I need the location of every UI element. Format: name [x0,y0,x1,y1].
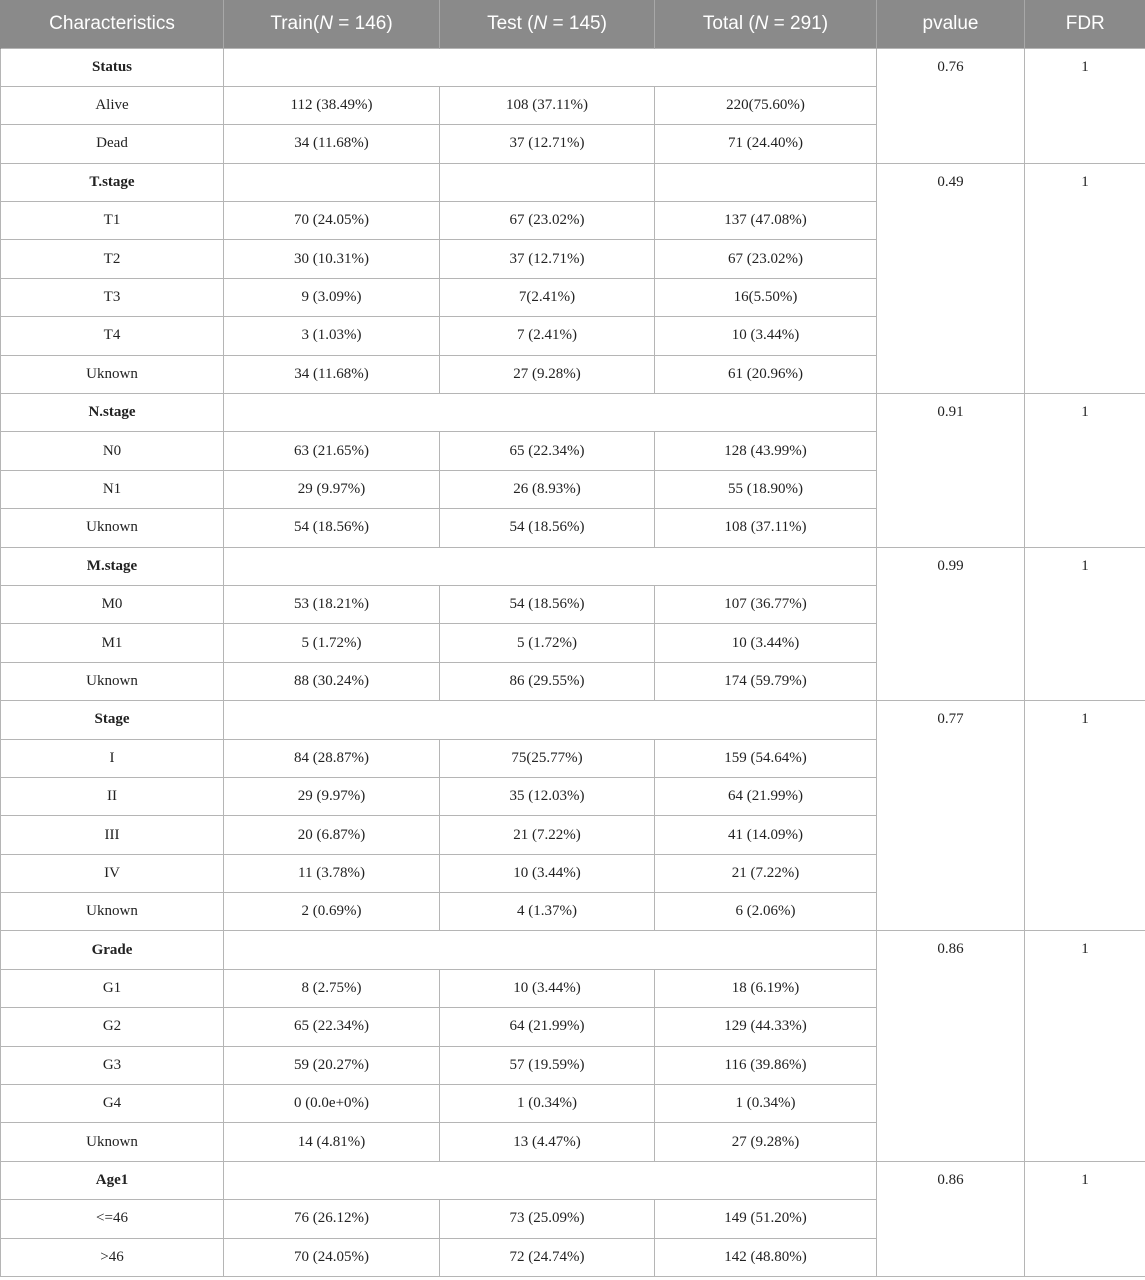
row-label: I [1,739,224,777]
test-cell: 73 (25.09%) [440,1200,655,1238]
train-cell: 54 (18.56%) [224,509,440,547]
train-cell: 53 (18.21%) [224,585,440,623]
test-cell: 54 (18.56%) [440,585,655,623]
pvalue-cell: 0.49 [877,163,1025,393]
row-label: Uknown [1,893,224,931]
train-cell: 70 (24.05%) [224,202,440,240]
group-row [1,163,1145,201]
test-cell: 75(25.77%) [440,739,655,777]
header-test: Test (N = 145) [440,0,655,48]
row-label: M0 [1,585,224,623]
train-cell: 2 (0.69%) [224,893,440,931]
train-cell: 84 (28.87%) [224,739,440,777]
pvalue-cell: 0.99 [877,547,1025,701]
test-cell: 65 (22.34%) [440,432,655,470]
test-cell: 5 (1.72%) [440,624,655,662]
header-fdr: FDR [1025,0,1145,48]
total-cell: 6 (2.06%) [655,893,877,931]
train-cell: 0 (0.0e+0%) [224,1085,440,1123]
test-cell: 21 (7.22%) [440,816,655,854]
total-cell: 21 (7.22%) [655,854,877,892]
row-label: M1 [1,624,224,662]
total-cell: 149 (51.20%) [655,1200,877,1238]
test-cell: 57 (19.59%) [440,1046,655,1084]
test-cell: 86 (29.55%) [440,662,655,700]
header-characteristics: Characteristics [1,0,224,48]
total-cell: 64 (21.99%) [655,777,877,815]
total-cell: 220(75.60%) [655,86,877,124]
train-cell: 59 (20.27%) [224,1046,440,1084]
group-empty-cell [224,547,877,585]
test-cell: 13 (4.47%) [440,1123,655,1161]
total-cell: 67 (23.02%) [655,240,877,278]
row-label: G1 [1,969,224,1007]
header-train: Train(N = 146) [224,0,440,48]
group-row [1,701,1145,739]
row-label: >46 [1,1238,224,1276]
total-cell: 27 (9.28%) [655,1123,877,1161]
fdr-cell: 1 [1025,931,1145,1161]
pvalue-cell: 0.91 [877,394,1025,548]
group-row [1,1161,1145,1199]
fdr-cell: 1 [1025,701,1145,931]
group-name: T.stage [1,163,224,201]
fdr-cell: 1 [1025,1161,1145,1276]
group-name: Age1 [1,1161,224,1199]
row-label: G3 [1,1046,224,1084]
table-body [1,48,1145,1277]
group-name: N.stage [1,394,224,432]
fdr-cell: 1 [1025,163,1145,393]
test-cell: 7 (2.41%) [440,317,655,355]
train-cell: 20 (6.87%) [224,816,440,854]
row-label: T4 [1,317,224,355]
row-label: T1 [1,202,224,240]
test-cell: 54 (18.56%) [440,509,655,547]
row-label: II [1,777,224,815]
train-cell: 65 (22.34%) [224,1008,440,1046]
group-name: Status [1,48,224,86]
train-cell: 76 (26.12%) [224,1200,440,1238]
header-total: Total (N = 291) [655,0,877,48]
test-cell: 26 (8.93%) [440,470,655,508]
pvalue-cell: 0.76 [877,48,1025,163]
group-empty-cell [224,48,877,86]
fdr-cell: 1 [1025,547,1145,701]
group-empty-cell [224,1161,877,1199]
group-name: M.stage [1,547,224,585]
train-cell: 34 (11.68%) [224,355,440,393]
group-empty-cell [224,931,877,969]
group-empty-cell [224,701,877,739]
row-label: Uknown [1,509,224,547]
row-label: N1 [1,470,224,508]
train-cell: 63 (21.65%) [224,432,440,470]
pvalue-cell: 0.86 [877,1161,1025,1276]
test-cell: 7(2.41%) [440,278,655,316]
total-cell: 1 (0.34%) [655,1085,877,1123]
total-cell: 142 (48.80%) [655,1238,877,1276]
row-label: III [1,816,224,854]
train-cell: 11 (3.78%) [224,854,440,892]
row-label: Uknown [1,662,224,700]
row-label: N0 [1,432,224,470]
pvalue-cell: 0.86 [877,931,1025,1161]
row-label: <=46 [1,1200,224,1238]
train-cell: 30 (10.31%) [224,240,440,278]
total-cell: 116 (39.86%) [655,1046,877,1084]
train-cell: 5 (1.72%) [224,624,440,662]
total-cell: 174 (59.79%) [655,662,877,700]
test-cell: 27 (9.28%) [440,355,655,393]
row-label: Uknown [1,1123,224,1161]
total-cell: 107 (36.77%) [655,585,877,623]
group-empty-cell [224,163,440,201]
total-cell: 41 (14.09%) [655,816,877,854]
total-cell: 108 (37.11%) [655,509,877,547]
total-cell: 129 (44.33%) [655,1008,877,1046]
total-cell: 61 (20.96%) [655,355,877,393]
row-label: T3 [1,278,224,316]
test-cell: 37 (12.71%) [440,240,655,278]
train-cell: 29 (9.97%) [224,777,440,815]
test-cell: 35 (12.03%) [440,777,655,815]
train-cell: 14 (4.81%) [224,1123,440,1161]
test-cell: 10 (3.44%) [440,854,655,892]
group-name: Stage [1,701,224,739]
header-pvalue: pvalue [877,0,1025,48]
row-label: Dead [1,125,224,163]
train-cell: 112 (38.49%) [224,86,440,124]
group-empty-cell [440,163,655,201]
train-cell: 29 (9.97%) [224,470,440,508]
total-cell: 71 (24.40%) [655,125,877,163]
fdr-cell: 1 [1025,48,1145,163]
total-cell: 10 (3.44%) [655,317,877,355]
row-label: G4 [1,1085,224,1123]
row-label: G2 [1,1008,224,1046]
test-cell: 64 (21.99%) [440,1008,655,1046]
fdr-cell: 1 [1025,394,1145,548]
group-row [1,48,1145,86]
total-cell: 18 (6.19%) [655,969,877,1007]
total-cell: 159 (54.64%) [655,739,877,777]
total-cell: 55 (18.90%) [655,470,877,508]
test-cell: 10 (3.44%) [440,969,655,1007]
group-row [1,547,1145,585]
test-cell: 1 (0.34%) [440,1085,655,1123]
train-cell: 70 (24.05%) [224,1238,440,1276]
pvalue-cell: 0.77 [877,701,1025,931]
train-cell: 34 (11.68%) [224,125,440,163]
test-cell: 72 (24.74%) [440,1238,655,1276]
test-cell: 108 (37.11%) [440,86,655,124]
train-cell: 8 (2.75%) [224,969,440,1007]
total-cell: 10 (3.44%) [655,624,877,662]
group-empty-cell [655,163,877,201]
train-cell: 9 (3.09%) [224,278,440,316]
test-cell: 67 (23.02%) [440,202,655,240]
row-label: Uknown [1,355,224,393]
test-cell: 37 (12.71%) [440,125,655,163]
group-empty-cell [224,394,877,432]
total-cell: 16(5.50%) [655,278,877,316]
total-cell: 137 (47.08%) [655,202,877,240]
train-cell: 3 (1.03%) [224,317,440,355]
row-label: IV [1,854,224,892]
train-cell: 88 (30.24%) [224,662,440,700]
row-label: Alive [1,86,224,124]
total-cell: 128 (43.99%) [655,432,877,470]
group-row [1,931,1145,969]
group-row [1,394,1145,432]
table-header [1,0,1145,48]
row-label: T2 [1,240,224,278]
test-cell: 4 (1.37%) [440,893,655,931]
group-name: Grade [1,931,224,969]
